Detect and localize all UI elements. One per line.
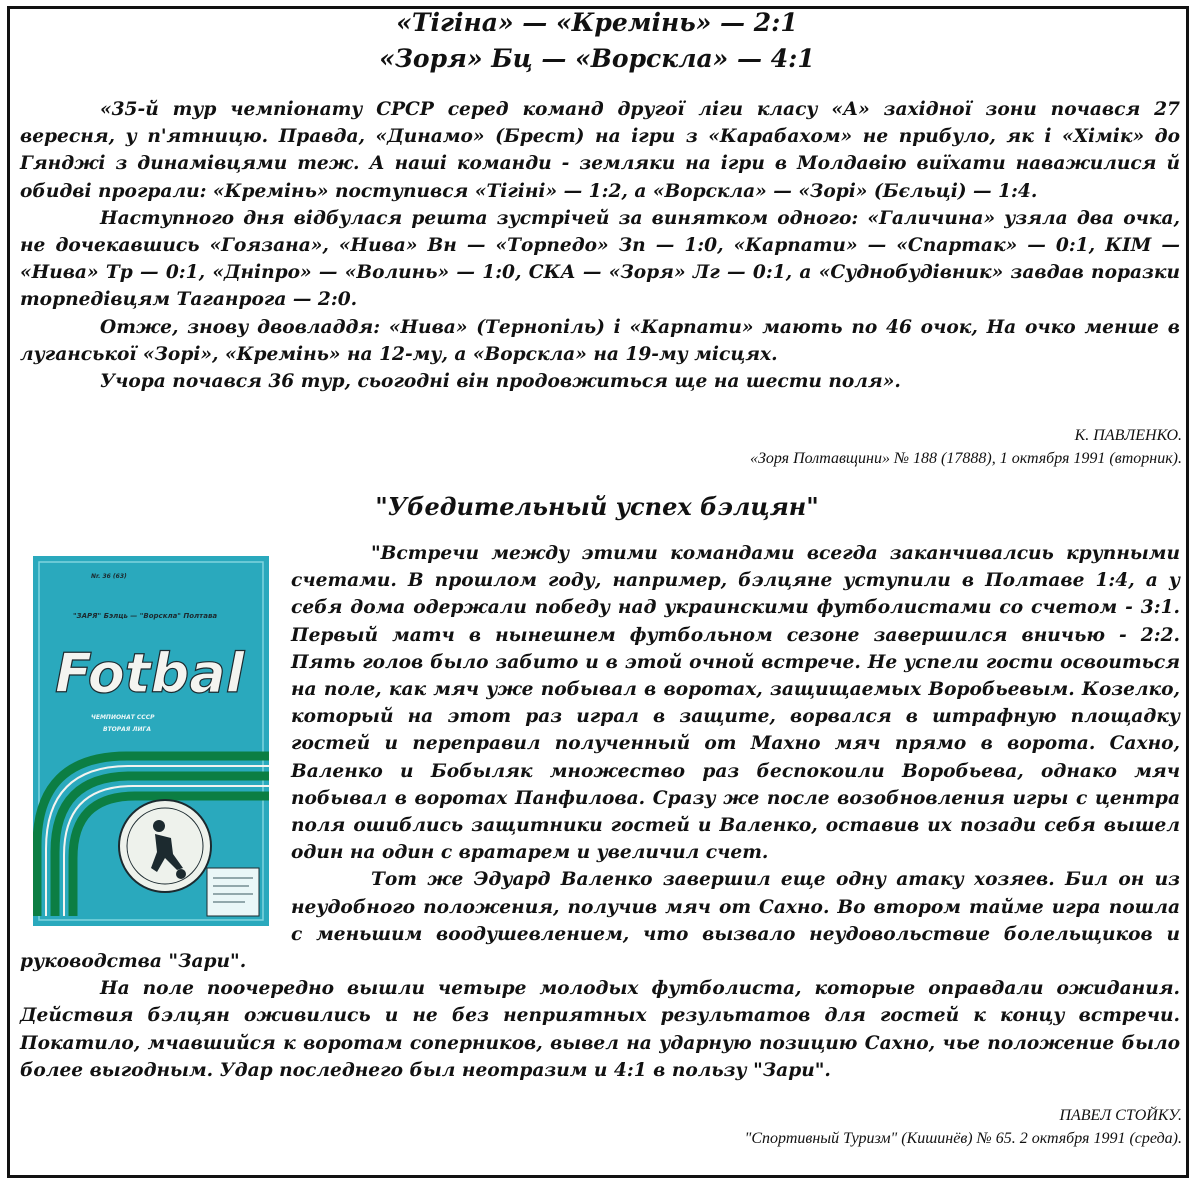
- article1-title-line2: «Зоря» Бц — «Ворскла» — 4:1: [379, 44, 815, 73]
- article2-body: [20, 540, 1180, 1084]
- article1-source: «Зоря Полтавщини» № 188 (17888), 1 октября 1991 (вторник).: [749, 450, 1182, 467]
- article1-body: [20, 96, 1180, 395]
- article2-title: "Убедительный успех бэлцян": [375, 492, 819, 521]
- article1-title-line1: «Тігіна» — «Кремінь» — 2:1: [396, 8, 798, 37]
- article2-source: "Спортивный Туризм" (Кишинёв) № 65. 2 октября 1991 (среда).: [744, 1130, 1182, 1147]
- article1-signature: [750, 424, 1182, 470]
- article1-paragraph-1: «35-й тур чемпіонату СРСР серед команд другої ліги класу «А» західної зони почався 27 вересня, у п'ятницю. Правда, «Динамо» (Брест) на ігри з «Карабахом» не прибуло, як і «Хімік» до Гянджі з динамівцями теж. А наші команди - земляки на ігри в Молдавію виїхати наважилися й обидві програли: «Кремінь» поступився «Тігіні» — 1:2, а «Ворскла» — «Зорі» (Бєльці) — 1:4.: [20, 99, 1180, 202]
- article1-paragraph-4: Учора почався 36 тур, сьогодні він продовжиться ще на шести поля».: [100, 371, 901, 393]
- article1-author: К. ПАВЛЕНКО.: [1074, 427, 1182, 444]
- article2-author: ПАВЕЛ СТОЙКУ.: [1059, 1107, 1182, 1124]
- programme-cover-image: [33, 556, 269, 926]
- article2-paragraph-1: "Встречи между этими командами всегда заканчивалсиь крупными счетами. В прошлом году, например, бэлцяне уступили в Полтаве 1:4, а у себя дома одержали победу над украинскими футболистами со счетом - 3:1. Первый матч в нынешнем футбольном сезоне завершился вничью - 2:2. Пять голов было забито и в этой очной встрече. Не успели гости освоиться на поле, как мяч уже побывал в воротах, защищаемых Воробьевым. Козелко, который на этот раз играл в защите, ворвался в штрафную площадку гостей и переправил полученный от Махно мяч прямо в ворота. Сахно, Валенко и Бобыляк множество раз беспокоили Воробьева, однако мяч побывал в воротах Панфилова. Сразу же после возобновления игры с центра поля ошиблись защитники гостей и Валенко, оставив их позади себя вышел один на один с вратарем и увеличил счет.: [291, 543, 1180, 864]
- cover-subtitle-line2: ВТОРАЯ ЛИГА: [103, 726, 151, 733]
- article2-signature: [745, 1104, 1182, 1150]
- cover-top-line: Nr. 36 (63): [91, 573, 127, 580]
- article1-paragraph-2: Наступного дня відбулася решта зустрічей за винятком одного: «Галичина» узяла два очка, не дочекавшись «Гоязана», «Нива» Вн — «Торпедо» Зп — 1:0, «Карпати» — «Спартак» — 0:1, КІМ — «Нива» Тр — 0:1, «Дніпро» — «Волинь» — 1:0, СКА — «Зоря» Лг — 0:1, а «Суднобудівник» завдав поразки торпедівцям Таганрога — 2:0.: [20, 207, 1180, 311]
- article2-paragraph-2: Тот же Эдуард Валенко завершил еще одну атаку хозяев. Бил он из неудобного положения, получив мяч от Сахно. Во втором тайме игра пошла с меньшим воодушевлением, что вызвало неудовольствие болельщиков и руководства "Зари".: [20, 869, 1180, 973]
- cover-logo-text: Fotbal: [55, 642, 245, 705]
- cover-ball: [176, 869, 186, 879]
- cover-match-line: "ЗАРЯ" Бэлць — "Ворскла" Полтава: [73, 612, 218, 620]
- cover-player-head: [153, 820, 165, 832]
- cover-info-box: [207, 868, 259, 916]
- article1-paragraph-3: Отже, знову двовладдя: «Нива» (Тернопіль) і «Карпати» мають по 46 очок, На очко менше в луганської «Зорі», «Кремінь» на 12-му, а «Ворскла» на 19-му місцях.: [20, 316, 1180, 365]
- article2-paragraph-3: На поле поочередно вышли четыре молодых футболиста, которые оправдали ожидания. Действия бэлцян оживились и не без неприятных результатов для гостей к концу встречи. Покатило, мчавшийся к воротам соперников, вывел на ударную позицию Сахно, чье положение было более выгодным. Удар последнего был неотразим и 4:1 в пользу "Зари".: [20, 978, 1180, 1081]
- cover-subtitle-line1: ЧЕМПИОНАТ СССР: [91, 714, 155, 721]
